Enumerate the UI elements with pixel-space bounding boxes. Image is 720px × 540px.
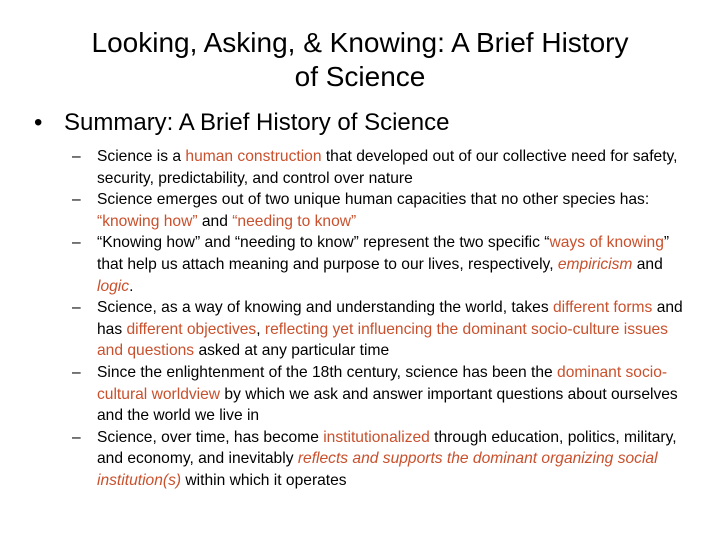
dash-bullet-icon: –	[72, 299, 81, 317]
body-text: Science emerges out of two unique human capacities that no other species has:	[97, 191, 650, 209]
highlighted-text: “knowing how”	[97, 212, 198, 230]
body-text: ” that help us attach meaning and purpose to our lives, respectively,	[97, 234, 670, 273]
body-text: Science, as a way of knowing and understanding the world, takes	[97, 299, 553, 317]
dash-bullet-icon: –	[72, 234, 81, 252]
bullet-icon: •	[34, 109, 43, 136]
highlighted-text: “needing to know”	[232, 212, 357, 230]
body-text: and has	[97, 299, 683, 338]
body-text: and	[197, 212, 233, 230]
list-item	[72, 189, 692, 232]
slide-title-line-1: Looking, Asking, & Knowing: A Brief History	[91, 27, 629, 58]
body-text: ,	[256, 320, 265, 338]
highlighted-italic-text: logic	[97, 277, 130, 295]
dash-bullet-icon: –	[72, 191, 81, 209]
highlighted-italic-text: reflects and supports the dominant organizing social institution(s)	[97, 450, 658, 489]
body-text: asked at any particular time	[194, 342, 390, 360]
body-text: within which it operates	[181, 471, 347, 489]
list-item	[72, 427, 692, 492]
list-item-text	[97, 429, 677, 489]
list-item-text	[97, 299, 683, 359]
summary-heading	[34, 108, 694, 138]
highlighted-text: different forms	[552, 299, 653, 317]
slide-title-line-2: of Science	[294, 61, 426, 92]
body-text: that developed out of our collective need for safety, security, predictability, and control over nature	[97, 148, 678, 187]
dash-bullet-icon: –	[72, 148, 81, 165]
body-text: through education, politics, military, and economy, and inevitably	[97, 428, 677, 468]
dash-bullet-icon: –	[72, 363, 81, 381]
highlighted-text: dominant socio-cultural worldview	[97, 363, 668, 403]
summary-list	[72, 146, 692, 492]
list-item-text	[97, 364, 678, 424]
highlighted-text: reflecting yet influencing the dominant socio-culture issues and questions	[97, 320, 668, 360]
highlighted-text: different objectives	[126, 320, 257, 338]
list-item-text	[97, 234, 669, 294]
list-item	[72, 297, 692, 362]
dash-bullet-icon: –	[72, 428, 81, 446]
body-text: Science, over time, has become	[97, 428, 324, 446]
body-text: Since the enlightenment of the 18th century, science has been the	[97, 363, 558, 381]
list-item-text	[97, 148, 678, 187]
highlighted-text: ways of knowing	[549, 234, 664, 252]
body-text: “Knowing how” and “needing to know” represent the two specific “	[97, 234, 550, 252]
body-text: .	[129, 277, 134, 295]
list-item	[72, 146, 692, 189]
list-item	[72, 232, 692, 297]
summary-heading-text: Summary: A Brief History of Science	[64, 109, 450, 136]
body-text: Science is a	[97, 148, 186, 165]
body-text: and	[632, 255, 663, 273]
slide-title	[40, 26, 680, 94]
highlighted-text: institutionalized	[323, 428, 430, 446]
list-item-text	[97, 191, 649, 230]
list-item	[72, 362, 692, 427]
highlighted-italic-text: empiricism	[557, 255, 633, 273]
highlighted-text: human construction	[185, 148, 322, 165]
body-text: by which we ask and answer important questions about ourselves and the world we live in	[97, 385, 678, 425]
